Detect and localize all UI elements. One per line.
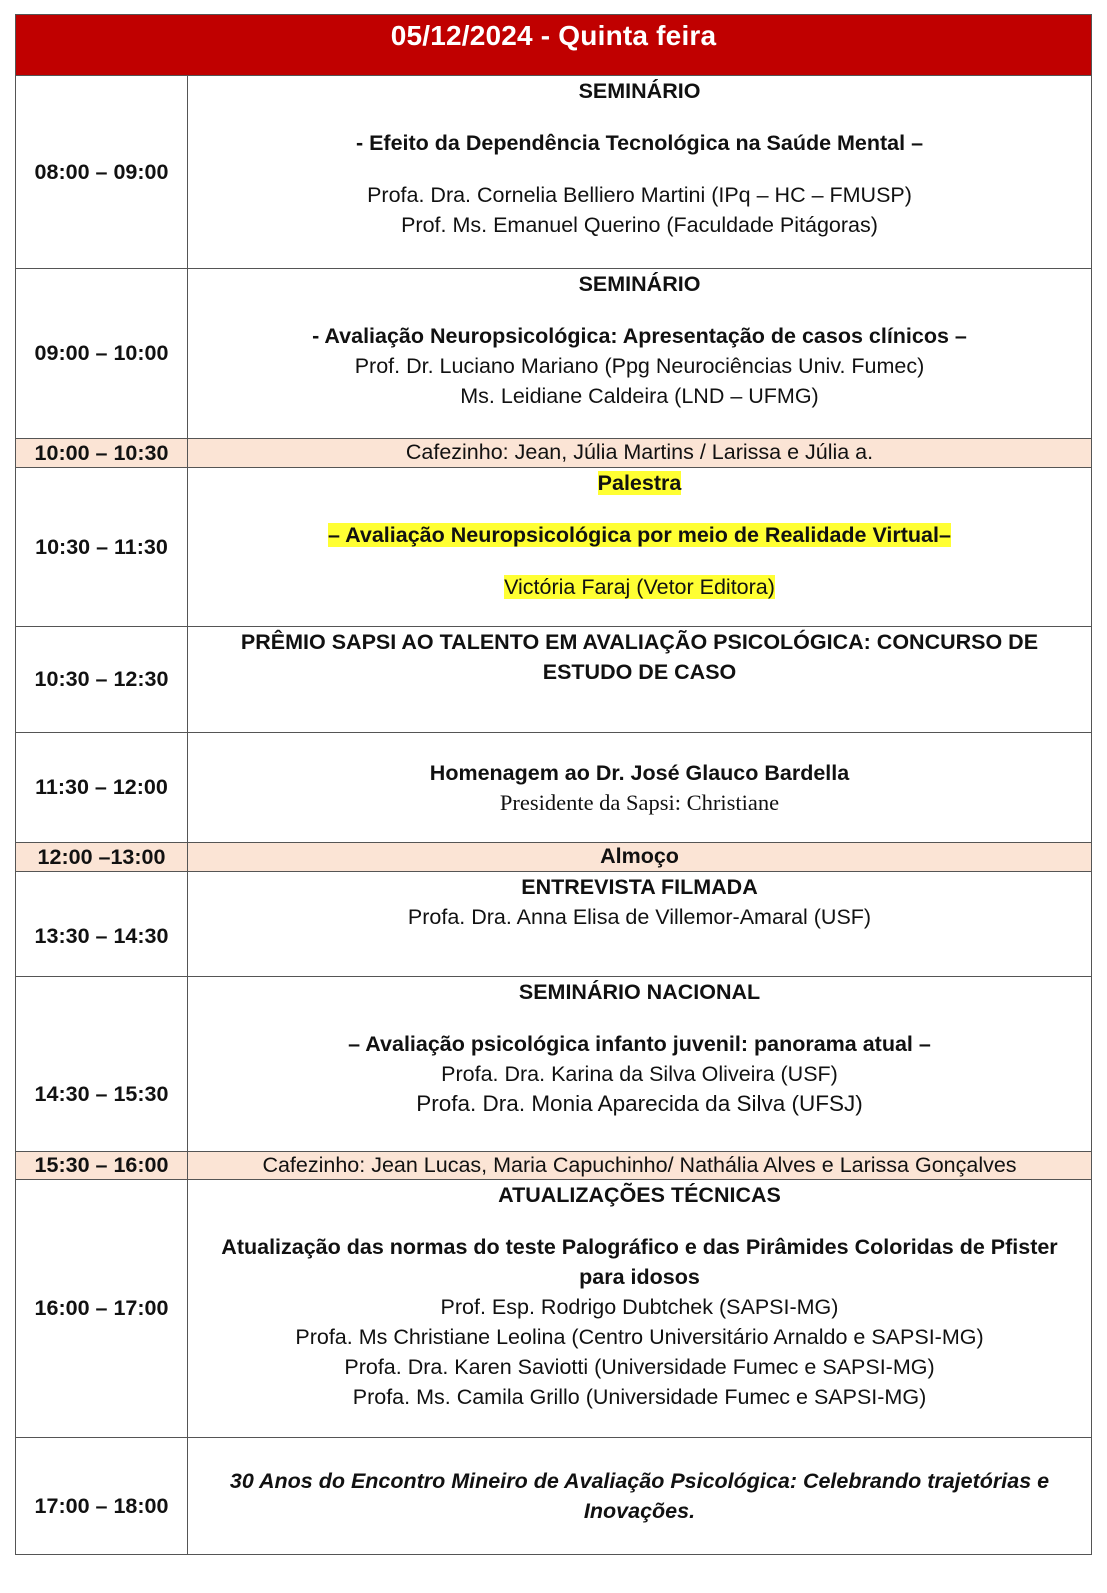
- speaker: Profa. Dra. Cornelia Belliero Martini (IPq – HC – FMUSP): [367, 183, 912, 207]
- break-row: [16, 1152, 1092, 1180]
- session-title-line: para idosos: [579, 1265, 700, 1289]
- schedule-row: [16, 872, 1092, 977]
- schedule-row: [16, 269, 1092, 439]
- session-title: – Avaliação Neuropsicológica por meio de Realidade Virtual–: [328, 523, 951, 547]
- content-cell: [188, 1180, 1092, 1438]
- session-title-line: 30 Anos do Encontro Mineiro de Avaliação Psicológica: Celebrando trajetórias e: [229, 1469, 1050, 1493]
- break-text: Almoço: [188, 843, 1092, 872]
- session-title: – Avaliação psicológica infanto juvenil: panorama atual –: [348, 1032, 931, 1056]
- session-type: ENTREVISTA FILMADA: [521, 875, 758, 899]
- time-cell: 10:30 – 11:30: [16, 468, 188, 627]
- date-title: 05/12/2024 - Quinta feira: [390, 20, 717, 51]
- speaker: Profa. Dra. Monia Aparecida da Silva (UFSJ): [416, 1091, 863, 1116]
- speaker: Prof. Ms. Emanuel Querino (Faculdade Pitágoras): [401, 213, 878, 237]
- schedule-row: [16, 76, 1092, 269]
- content-cell: [188, 872, 1092, 977]
- content-cell: [188, 733, 1092, 843]
- session-title-line: Inovações.: [583, 1499, 696, 1523]
- break-text: Cafezinho: Jean Lucas, Maria Capuchinho/ Nathália Alves e Larissa Gonçalves: [188, 1152, 1092, 1180]
- session-title: Homenagem ao Dr. José Glauco Bardella: [429, 760, 850, 785]
- time-cell: 15:30 – 16:00: [16, 1152, 188, 1180]
- time-cell: 08:00 – 09:00: [16, 76, 188, 269]
- speaker: Profa. Ms Christiane Leolina (Centro Universitário Arnaldo e SAPSI-MG): [295, 1325, 984, 1349]
- schedule-row: [16, 468, 1092, 627]
- speaker: Profa. Dra. Anna Elisa de Villemor-Amaral (USF): [407, 905, 872, 929]
- time-cell: 10:00 – 10:30: [16, 439, 188, 468]
- content-cell: [188, 627, 1092, 733]
- time-cell: 09:00 – 10:00: [16, 269, 188, 439]
- session-title: - Efeito da Dependência Tecnológica na Saúde Mental –: [355, 131, 924, 155]
- content-cell: [188, 76, 1092, 269]
- date-banner: [15, 14, 1092, 75]
- break-row: [16, 843, 1092, 872]
- session-type: SEMINÁRIO: [578, 79, 701, 103]
- session-type: SEMINÁRIO: [578, 272, 701, 296]
- speaker: Profa. Dra. Karen Saviotti (Universidade Fumec e SAPSI-MG): [344, 1355, 935, 1379]
- time-cell: 14:30 – 15:30: [16, 977, 188, 1152]
- time-cell: 13:30 – 14:30: [16, 872, 188, 977]
- time-cell: 16:00 – 17:00: [16, 1180, 188, 1438]
- schedule-table: [15, 75, 1092, 1555]
- session-subtitle: Presidente da Sapsi: Christiane: [499, 789, 780, 815]
- speaker: Prof. Esp. Rodrigo Dubtchek (SAPSI-MG): [440, 1295, 839, 1319]
- speaker: Victória Faraj (Vetor Editora): [504, 575, 775, 599]
- schedule-sheet: [15, 14, 1092, 1555]
- content-cell: [188, 468, 1092, 627]
- speaker: Profa. Ms. Camila Grillo (Universidade Fumec e SAPSI-MG): [352, 1385, 927, 1409]
- speaker: Prof. Dr. Luciano Mariano (Ppg Neurociências Univ. Fumec): [354, 354, 925, 378]
- time-cell: 17:00 – 18:00: [16, 1438, 188, 1555]
- speaker: Profa. Dra. Karina da Silva Oliveira (USF): [441, 1062, 838, 1086]
- session-title-line: PRÊMIO SAPSI AO TALENTO EM AVALIAÇÃO PSICOLÓGICA: CONCURSO DE: [240, 630, 1039, 654]
- break-row: [16, 439, 1092, 468]
- time-cell: 11:30 – 12:00: [16, 733, 188, 843]
- content-cell: [188, 977, 1092, 1152]
- content-cell: [188, 269, 1092, 439]
- schedule-row: [16, 627, 1092, 733]
- content-cell: [188, 1438, 1092, 1555]
- session-title: - Avaliação Neuropsicológica: Apresentação de casos clínicos –: [312, 324, 967, 348]
- session-type: ATUALIZAÇÕES TÉCNICAS: [498, 1183, 781, 1207]
- schedule-row: [16, 977, 1092, 1152]
- time-cell: 12:00 –13:00: [16, 843, 188, 872]
- schedule-row: [16, 733, 1092, 843]
- session-type: Palestra: [597, 471, 682, 495]
- break-text: Cafezinho: Jean, Júlia Martins / Larissa e Júlia a.: [188, 439, 1092, 468]
- session-title-line: Atualização das normas do teste Palográfico e das Pirâmides Coloridas de Pfister: [221, 1235, 1058, 1259]
- speaker: Ms. Leidiane Caldeira (LND – UFMG): [460, 384, 819, 408]
- time-cell: 10:30 – 12:30: [16, 627, 188, 733]
- session-title-line: ESTUDO DE CASO: [542, 660, 737, 684]
- schedule-row: [16, 1438, 1092, 1555]
- schedule-row: [16, 1180, 1092, 1438]
- session-type: SEMINÁRIO NACIONAL: [518, 980, 761, 1004]
